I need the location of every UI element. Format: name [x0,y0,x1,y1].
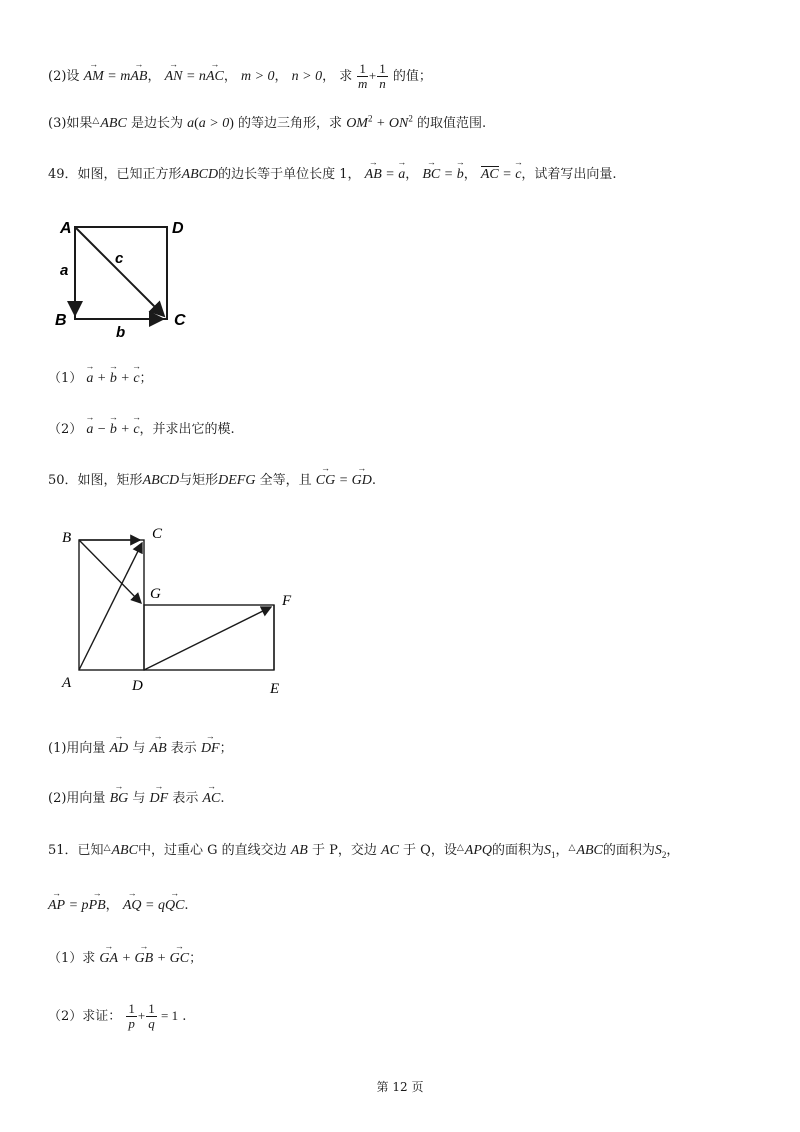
page-footer: 第 12 页 [376,1080,424,1094]
q48-frac-n: $\frac{1}{n}$ [379,61,386,91]
q50-arrow-ac [79,543,142,670]
q49-label-D: D [172,220,184,237]
q48-part2-ask: 求 [339,69,353,84]
q51-text4: 于 Q，设 [403,843,457,858]
q48-part3-mid2: 的等边三角形，求 [238,116,343,131]
triangle-icon: △ [92,116,100,126]
q48-part3-suffix: 的取值范围. [417,116,487,131]
q49-number: 49． [48,167,78,182]
triangle-icon: △ [568,843,576,853]
q50-part1-show: 表示 [170,741,197,756]
q51-tri-abc2: ABC [576,843,603,858]
q51-part1-label: （1）求 [48,951,96,966]
q48-part3 [48,112,486,132]
q49-square-figure [52,215,212,340]
q49-text2: 的边长等于单位长度 1， [218,167,361,182]
q48-triangle-abc: ABC [100,116,127,131]
q49-label-B: B [55,312,67,329]
q51-part2-suffix: . [182,1009,187,1024]
q49-label-A: A [60,220,72,237]
q49-part1-expr: → a + → b + → c [86,371,139,386]
q48-part3-mid1: 是边长为 [130,116,183,131]
q48-part3-prefix: (3)如果 [48,116,93,131]
q50-text2: 与矩形 [179,473,219,488]
q49-label-c: c [115,250,124,267]
q50-stem [48,469,376,489]
q51-conditions [48,894,189,914]
q51-cond-sep: ， [105,898,119,913]
q50-part1-suffix: ； [219,741,233,756]
q51-s2: $S_2$ [654,843,667,860]
q49-label-C: C [174,312,186,329]
q51-s1: $S_1$ [544,843,556,860]
triangle-icon: △ [103,843,111,853]
q51-part2-label: （2）求证： [48,1009,122,1024]
q51-part2: （2）求证： $\frac{1}{p}$ + $\frac{1}{q}$ = 1 . [48,1001,187,1031]
q49-vec-bc: → BC = → b [422,167,463,182]
q50-part2-suffix: . [220,791,225,806]
q50-rect2: DEFG [218,473,256,488]
q51-stem [48,839,679,860]
q50-part2-prefix: (2)用向量 [48,791,106,806]
q51-text2: 中，过重心 G 的直线交边 [137,843,287,858]
q48-cond-n: n > 0 [291,69,323,84]
q49-part2-label: （2） [48,422,83,437]
q48-frac-m: $\frac{1}{m}$ [357,61,368,91]
q50-number: 50． [48,473,78,488]
q50-label-A: A [62,675,72,691]
q48-cond-m: m > 0 [240,69,275,84]
q49-vec-ab: → AB = → a [365,167,406,182]
q51-text7: 的面积为 [602,843,655,858]
q51-text3: 于 P，交边 [311,843,377,858]
q50-label-B: B [62,530,72,546]
q49-text1: 如图，已知正方形 [77,167,182,182]
q50-part2 [48,787,225,807]
q51-part1-expr: → GA + → GB + → GC [99,951,189,966]
q50-vec-ad: → AD [110,741,129,756]
q50-label-E: E [270,681,280,697]
q49-part2-expr: → a − → b + → c [86,422,139,437]
q51-part1 [48,947,202,967]
q51-cond-end: . [184,898,189,913]
q51-tri-apq: APQ [464,843,492,858]
q49-part1-label: （1） [48,371,83,386]
q51-number: 51． [48,843,78,858]
q50-arrow-df [144,607,271,670]
q51-cond-ap: → AP = p→ PB [48,898,106,913]
q50-part2-and: 与 [132,791,146,806]
q48-part2: (2)设 → AM = m→ AB， → AN = n→ AC， m > 0， n > 0， 求 $\frac{1}{m}$ + $\frac{1}{n}$ 的值； [48,62,432,91]
q50-label-D: D [132,678,143,694]
q50-part1-prefix: (1)用向量 [48,741,106,756]
q49-label-b: b [116,324,126,340]
triangle-icon: △ [456,843,464,853]
q51-text6: ， [555,843,569,858]
q49-vec-ac: AC = → c [481,167,522,182]
q49-square: ABCD [181,167,219,182]
q50-vec-df2: → DF [150,791,169,806]
q50-label-C: C [152,526,163,542]
q51-text8: ， [666,843,680,858]
q50-vec-ab: → AB [150,741,167,756]
q48-cond-am: → AM = m→ AB [84,69,148,84]
q51-tri-abc: ABC [111,843,138,858]
q50-vec-ac: → AC [203,791,221,806]
q51-side-ac: AC [381,843,399,858]
q49-stem: 49．如图，已知正方形ABCD的边长等于单位长度 1， → AB = → a， → BC = → b， AC = → c，试着写出向量. [48,163,617,183]
q48-side-a: a(a > 0) [187,116,234,131]
q50-rect1: ABCD [142,473,180,488]
q50-label-F: F [282,593,292,609]
q49-part2-suffix: ，并求出它的模. [139,422,235,437]
q51-text1: 已知 [77,843,104,858]
q51-frac-p: $\frac{1}{p}$ [128,1001,135,1031]
q51-part1-suffix: ； [189,951,203,966]
q50-part2-show: 表示 [172,791,199,806]
q50-part1-and: 与 [132,741,146,756]
q48-om-on: $OM^2 + ON^2$ [346,113,413,131]
q50-vec-df: → DF [201,741,220,756]
q51-frac-q: $\frac{1}{q}$ [148,1001,155,1031]
q48-part2-prefix: (2)设 [48,69,80,84]
q50-text4: . [371,473,377,488]
q51-text5: 的面积为 [491,843,544,858]
q50-text3: 全等，且 [259,473,312,488]
q49-text3: ，试着写出向量. [521,167,617,182]
q48-cond-an: → AN = n→ AC [165,69,224,84]
q49-part1 [48,367,153,387]
q50-part1 [48,737,233,757]
q50-cond: → CG = → GD [316,473,372,488]
q50-label-G: G [150,586,161,602]
q50-arrow-bg [79,540,141,603]
q51-cond-aq: → AQ = q→ QC [123,898,185,913]
q49-label-a: a [60,262,69,279]
q49-arrow-c [75,227,164,316]
q50-text1: 如图，矩形 [77,473,143,488]
q50-rectangles-figure [52,520,312,702]
q51-side-ab: AB [290,843,308,858]
q49-part2 [48,418,235,438]
q48-part2-suffix: 的值； [392,69,432,84]
q50-vec-bg: → BG [110,791,129,806]
q49-part1-suffix: ； [139,371,153,386]
